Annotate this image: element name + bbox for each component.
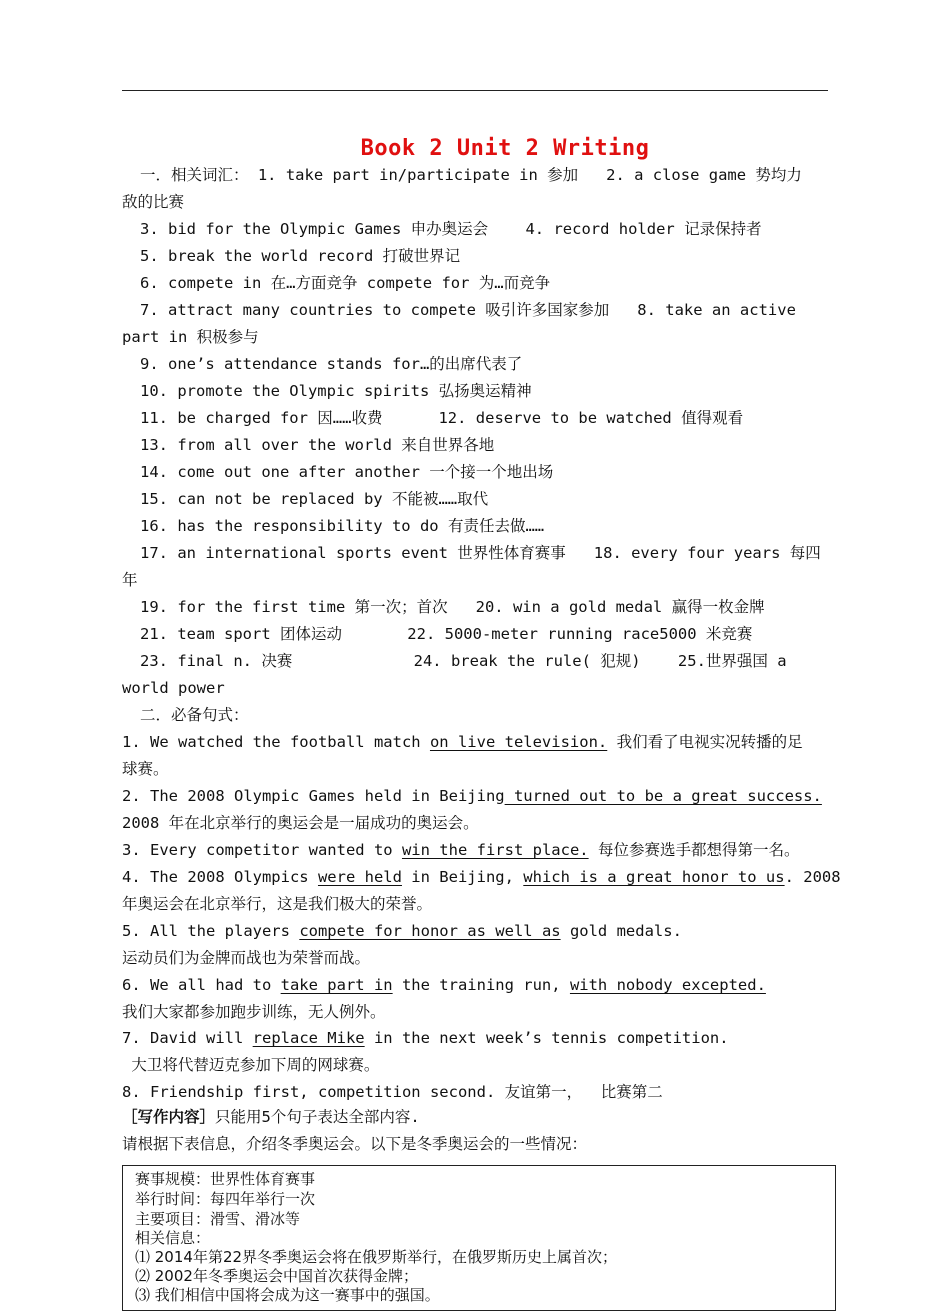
sentence-text: 6. We all had to — [122, 976, 281, 994]
underlined-phrase: replace Mike — [252, 1029, 365, 1047]
sentence-text: in the next week’s tennis competition. — [364, 1029, 729, 1047]
underlined-phrase: turned out to be a great success. — [504, 787, 822, 805]
vocab-line: 年 — [122, 571, 138, 589]
sentence-text: in Beijing, — [401, 868, 524, 886]
writing-label: ［写作内容］ — [122, 1108, 216, 1126]
sentence-8: 8. Friendship first, competition second. 友谊第一， 比赛第二 — [122, 1083, 663, 1101]
info-line: 主要项目：滑雪、滑冰等 — [135, 1210, 301, 1228]
info-line: 举行时间：每四年举行一次 — [135, 1190, 316, 1208]
sentence-text: 7. David will — [122, 1029, 253, 1047]
writing-prompt: 请根据下表信息，介绍冬季奥运会。以下是冬季奥运会的一些情况： — [122, 1135, 588, 1153]
sentence-2-translation: 2008 年在北京举行的奥运会是一届成功的奥运会。 — [122, 814, 479, 832]
sentence-text: 我们看了电视实况转播的足 — [607, 733, 803, 751]
sentence-text: 1. We watched the football match — [122, 733, 430, 751]
sentence-3 — [122, 837, 830, 863]
vocab-line: 17. an international sports event 世界性体育赛事 18. every four years 每四 — [140, 544, 821, 562]
vocab-line: 9. one’s attendance stands for…的出席代表了 — [140, 355, 523, 373]
sentence-1 — [122, 729, 830, 755]
info-line: 相关信息： — [135, 1229, 211, 1247]
writing-label-rest: 只能用5个句子表达全部内容. — [215, 1108, 420, 1126]
underlined-phrase: which is a great honor to us — [523, 868, 785, 886]
vocab-line: 14. come out one after another 一个接一个地出场 — [140, 463, 554, 481]
vocab-line: 5. break the world record 打破世界记 — [140, 247, 461, 265]
vocab-line: 6. compete in 在…方面竞争 compete for 为…而竞争 — [140, 274, 551, 292]
vocab-line: 一．相关词汇： 1. take part in/participate in 参加 2. a close game 势均力 — [140, 166, 802, 184]
sentence-text: 3. Every competitor wanted to — [122, 841, 402, 859]
sentence-5-translation: 运动员们为金牌而战也为荣誉而战。 — [122, 949, 371, 967]
underlined-phrase: take part in — [280, 976, 393, 994]
sentence-text: 4. The 2008 Olympics — [122, 868, 318, 886]
sentence-4-translation: 年奥运会在北京举行，这是我们极大的荣誉。 — [122, 895, 433, 913]
header-rule — [122, 90, 828, 91]
sentence-2 — [122, 783, 830, 809]
underlined-phrase: compete for honor as well as — [299, 922, 561, 940]
sentence-7-translation: 大卫将代替迈克参加下周的网球赛。 — [122, 1056, 380, 1074]
vocab-line: 21. team sport 团体运动 22. 5000-meter running race5000 米竞赛 — [140, 625, 753, 643]
underlined-phrase: were held — [317, 868, 402, 886]
info-line: ⑶ 我们相信中国将会成为这一赛事中的强国。 — [135, 1286, 440, 1304]
writing-instruction — [122, 1104, 830, 1130]
vocab-line: 16. has the responsibility to do 有责任去做…… — [140, 517, 545, 535]
sentence-1-cont: 球赛。 — [122, 760, 169, 778]
sentence-4 — [122, 864, 841, 890]
info-line: 赛事规模：世界性体育赛事 — [135, 1170, 316, 1188]
sentence-text: 2. The 2008 Olympic Games held in Beijing — [122, 787, 505, 805]
underlined-phrase: with nobody excepted. — [569, 976, 766, 994]
underlined-phrase: on live television. — [429, 733, 608, 751]
vocab-line: part in 积极参与 — [122, 328, 259, 346]
page-title: Book 2 Unit 2 Writing — [360, 136, 650, 161]
vocab-line: 23. final n. 决赛 24. break the rule( 犯规) 25.世界强国 a — [140, 652, 787, 670]
sentence-6 — [122, 972, 830, 998]
sentence-text: gold medals. — [560, 922, 682, 940]
sentence-text: 每位参赛选手都想得第一名。 — [588, 841, 800, 859]
section-heading: 二．必备句式： — [140, 706, 249, 724]
vocab-line: 敌的比赛 — [122, 193, 185, 211]
vocab-line: 11. be charged for 因……收费 12. deserve to be watched 值得观看 — [140, 409, 744, 427]
sentence-7 — [122, 1025, 830, 1051]
vocab-line: 10. promote the Olympic spirits 弘扬奥运精神 — [140, 382, 532, 400]
sentence-text: 5. All the players — [122, 922, 300, 940]
vocab-line: 3. bid for the Olympic Games 申办奥运会 4. record holder 记录保持者 — [140, 220, 762, 238]
vocab-line: 19. for the first time 第一次；首次 20. win a gold medal 赢得一枚金牌 — [140, 598, 765, 616]
sentence-5 — [122, 918, 830, 944]
info-line: ⑴ 2014年第22界冬季奥运会将在俄罗斯举行，在俄罗斯历史上属首次； — [135, 1248, 618, 1266]
info-line: ⑵ 2002年冬季奥运会中国首次获得金牌； — [135, 1267, 418, 1285]
vocab-line: 13. from all over the world 来自世界各地 — [140, 436, 495, 454]
vocab-line: 7. attract many countries to compete 吸引许多国家参加 8. take an active — [140, 301, 796, 319]
sentence-6-translation: 我们大家都参加跑步训练，无人例外。 — [122, 1003, 386, 1021]
sentence-text: the training run, — [392, 976, 570, 994]
vocab-line: 15. can not be replaced by 不能被……取代 — [140, 490, 489, 508]
sentence-text: . 2008 — [784, 868, 841, 886]
info-box — [122, 1165, 836, 1311]
underlined-phrase: win the first place. — [401, 841, 589, 859]
vocab-line: world power — [122, 679, 225, 697]
